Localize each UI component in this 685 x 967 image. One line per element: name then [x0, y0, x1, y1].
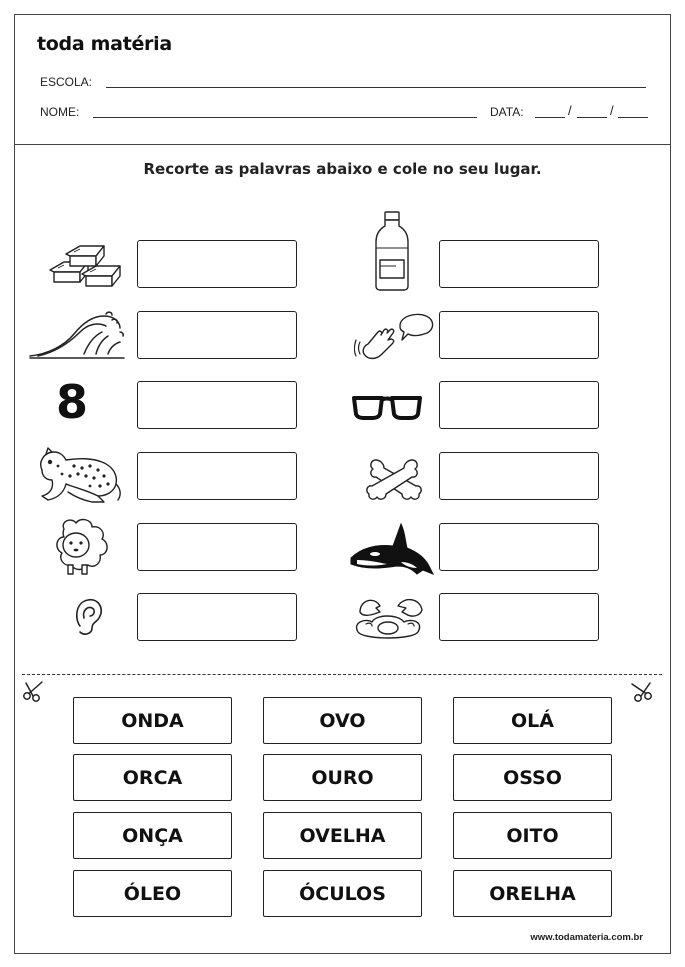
broken-egg-icon — [352, 592, 432, 642]
orca-icon — [347, 518, 435, 578]
word-card[interactable]: ORCA — [73, 754, 232, 801]
header — [15, 15, 670, 145]
scissors-icon — [22, 680, 46, 702]
ear-icon — [70, 596, 106, 638]
sheep-icon — [44, 515, 118, 577]
answer-box[interactable] — [137, 381, 297, 429]
date-separator: / — [568, 103, 572, 118]
name-label: NOME: — [40, 105, 80, 119]
word-card[interactable]: OSSO — [453, 754, 612, 801]
word-card[interactable]: OVO — [263, 697, 422, 744]
date-separator: / — [610, 103, 614, 118]
word-card[interactable]: OURO — [263, 754, 422, 801]
website-link[interactable]: www.todamateria.com.br — [530, 932, 643, 943]
school-label: ESCOLA: — [40, 75, 93, 89]
date-year-field[interactable] — [618, 117, 648, 118]
crossed-bones-icon — [366, 456, 422, 502]
date-month-field[interactable] — [577, 117, 607, 118]
waving-hand-icon — [354, 310, 436, 366]
word-card[interactable]: OLÁ — [453, 697, 612, 744]
number-eight: 8 — [56, 375, 89, 429]
answer-box[interactable] — [137, 593, 297, 641]
school-field[interactable] — [106, 87, 646, 88]
date-day-field[interactable] — [535, 117, 565, 118]
scissors-icon — [628, 680, 654, 702]
instruction: Recorte as palavras abaixo e cole no seu lugar. — [143, 160, 542, 178]
answer-box[interactable] — [439, 381, 599, 429]
answer-box[interactable] — [439, 523, 599, 571]
answer-box[interactable] — [439, 240, 599, 288]
answer-box[interactable] — [439, 452, 599, 500]
oil-bottle-icon — [372, 210, 412, 292]
jaguar-icon — [28, 444, 124, 506]
answer-box[interactable] — [137, 523, 297, 571]
answer-box[interactable] — [137, 240, 297, 288]
word-card[interactable]: ONÇA — [73, 812, 232, 859]
glasses-icon — [350, 392, 424, 422]
answer-box[interactable] — [137, 452, 297, 500]
gold-bars-icon — [44, 240, 126, 292]
word-card[interactable]: OVELHA — [263, 812, 422, 859]
word-card[interactable]: ÓLEO — [73, 870, 232, 917]
logo: toda matéria — [37, 33, 172, 55]
wave-icon — [28, 310, 126, 360]
word-card[interactable]: OITO — [453, 812, 612, 859]
answer-box[interactable] — [439, 593, 599, 641]
word-card[interactable]: ONDA — [73, 697, 232, 744]
answer-box[interactable] — [137, 311, 297, 359]
cut-line — [22, 674, 662, 675]
word-card[interactable]: ORELHA — [453, 870, 612, 917]
word-card[interactable]: ÓCULOS — [263, 870, 422, 917]
name-field[interactable] — [93, 117, 477, 118]
answer-box[interactable] — [439, 311, 599, 359]
date-label: DATA: — [490, 105, 524, 119]
